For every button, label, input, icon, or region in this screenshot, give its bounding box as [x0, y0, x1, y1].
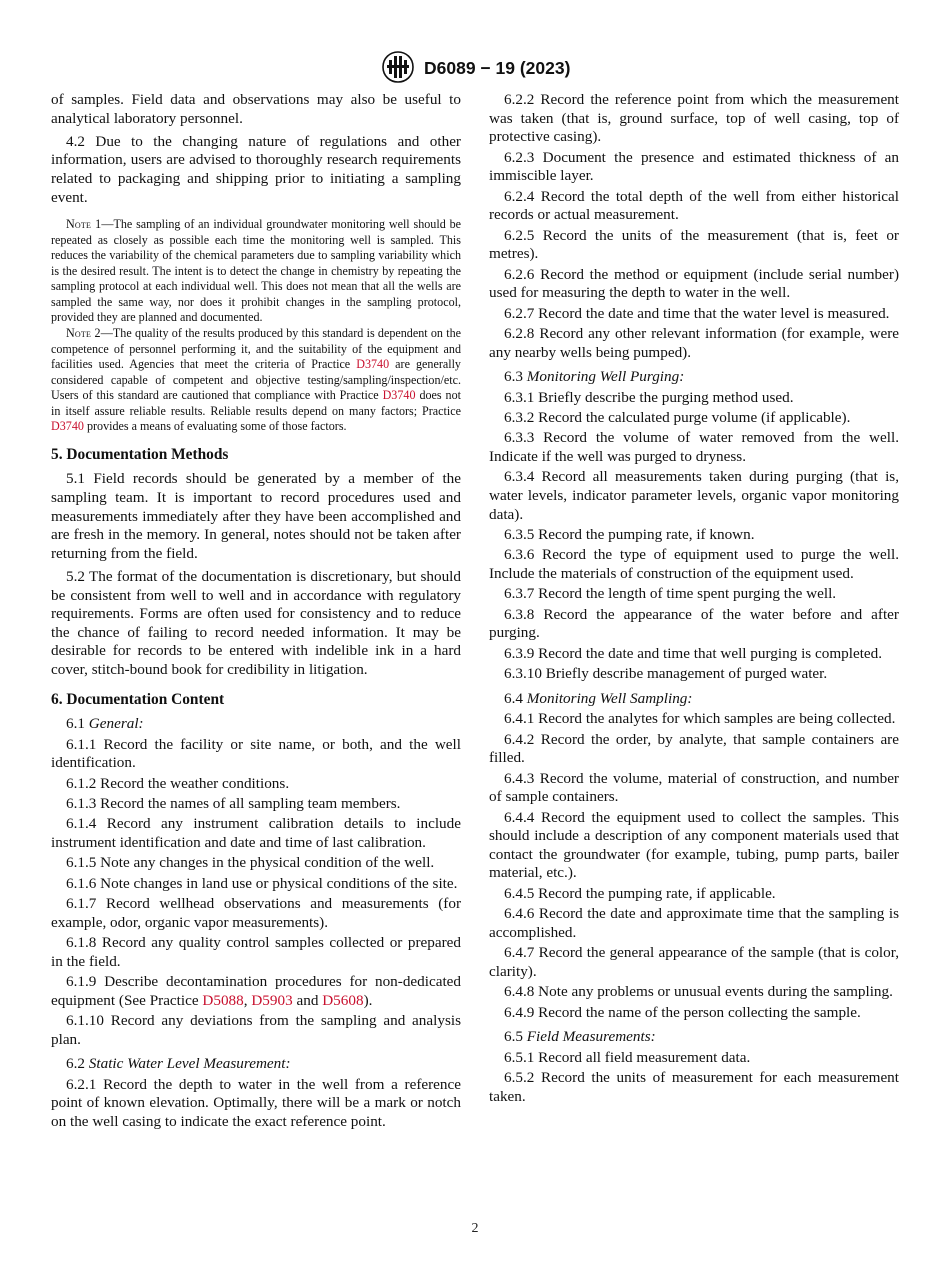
link-d5608[interactable]: D5608 — [322, 991, 364, 1009]
page-header — [0, 50, 950, 84]
paragraph-6-1-4: 6.1.4 Record any instrument calibration details to include instrument identification and date and time of last calibration. — [51, 815, 461, 851]
left-column — [51, 91, 461, 1133]
paragraph-6-1-5: 6.1.5 Note any changes in the physical condition of the well. — [66, 854, 435, 872]
link-d3740[interactable]: D3740 — [51, 419, 84, 434]
paragraph-6-1-10: 6.1.10 Record any deviations from the sampling and analysis plan. — [51, 1012, 461, 1048]
paragraph-6-4: 6.4 Monitoring Well Sampling: — [504, 689, 693, 707]
paragraph-6-3-7: 6.3.7 Record the length of time spent purging the well. — [504, 585, 837, 603]
paragraph-6-5: 6.5 Field Measurements: — [504, 1028, 656, 1046]
paragraph: of samples. Field data and observations may also be useful to analytical laboratory personnel. — [51, 91, 461, 127]
note-label: Note 1 — [66, 217, 102, 232]
page-number: 2 — [471, 1221, 479, 1236]
paragraph-6-3-8: 6.3.8 Record the appearance of the water before and after purging. — [489, 605, 899, 642]
paragraph-6-5-2: 6.5.2 Record the units of measurement for each measurement taken. — [489, 1069, 899, 1105]
paragraph-6-2-3: 6.2.3 Document the presence and estimated thickness of an immiscible layer. — [489, 148, 899, 185]
paragraph-6-2-5: 6.2.5 Record the units of the measurement (that is, feet or metres). — [489, 226, 899, 263]
link-d3740[interactable]: D3740 — [382, 388, 416, 403]
paragraph-6-4-1: 6.4.1 Record the analytes for which samples are being collected. — [504, 710, 896, 728]
note-label: Note 2 — [66, 325, 101, 340]
paragraph-6-5-1: 6.5.1 Record all field measurement data. — [504, 1048, 751, 1066]
astm-logo-icon — [380, 50, 416, 84]
paragraph-6-4-6: 6.4.6 Record the date and approximate time that the sampling is accomplished. — [489, 905, 899, 941]
link-d5088[interactable]: D5088 — [202, 991, 244, 1009]
paragraph-6-1-8: 6.1.8 Record any quality control samples collected or prepared in the field. — [51, 934, 461, 970]
paragraph-6-2: 6.2 Static Water Level Measurement: — [66, 1055, 291, 1073]
paragraph-6-1-1: 6.1.1 Record the facility or site name, or both, and the well identification. — [51, 735, 461, 772]
paragraph-6-4-3: 6.4.3 Record the volume, material of construction, and number of sample containers. — [489, 769, 899, 806]
paragraph-6-2-6: 6.2.6 Record the method or equipment (include serial number) used for measuring the depth to water in the well. — [489, 265, 899, 302]
paragraph-6-3-5: 6.3.5 Record the pumping rate, if known. — [504, 526, 755, 544]
paragraph-6-4-8: 6.4.8 Note any problems or unusual events during the sampling. — [504, 983, 893, 1001]
paragraph-5-2: 5.2 The format of the documentation is discretionary, but should be consistent from well to well and in accordance with regulatory requirements. Forms are often used for consistency and to reduce the chance of failing to record needed information. It may be desirable for records to be entered with indelible ink in a hard cover, stitch-bound book for credibility in litigation. — [51, 567, 461, 678]
paragraph-4-2: 4.2 Due to the changing nature of regulations and other information, users are advised to thoroughly research requirements related to packaging and shipping prior to initiating a sampling event. — [51, 132, 461, 206]
paragraph-6-3-6: 6.3.6 Record the type of equipment used to purge the well. Include the materials of construction of the equipment used. — [489, 546, 899, 582]
document-id: D6089 − 19 (2023) — [424, 58, 571, 78]
paragraph-6-1-9: 6.1.9 Describe decontamination procedures for non-dedicated equipment (See Practice D5088, D5903 and D5608). — [51, 973, 461, 1009]
paragraph-6-4-9: 6.4.9 Record the name of the person collecting the sample. — [504, 1003, 861, 1021]
paragraph-6-3-3: 6.3.3 Record the volume of water removed from the well. Indicate if the well was purged to dryness. — [489, 429, 899, 466]
link-d5903[interactable]: D5903 — [251, 991, 293, 1009]
paragraph-6-1-2: 6.1.2 Record the weather conditions. — [66, 774, 290, 792]
paragraph-6-3-4: 6.3.4 Record all measurements taken during purging (that is, water levels, indicator parameter levels, organic vapor monitoring data). — [489, 468, 899, 523]
paragraph-6-4-5: 6.4.5 Record the pumping rate, if applicable. — [504, 884, 776, 902]
link-d3740[interactable]: D3740 — [356, 357, 390, 372]
paragraph-6-1-6: 6.1.6 Note changes in land use or physical conditions of the site. — [66, 874, 458, 892]
paragraph-6-1-7: 6.1.7 Record wellhead observations and measurements (for example, odor, organic vapor measurements). — [51, 895, 461, 931]
paragraph-6-2-2: 6.2.2 Record the reference point from which the measurement was taken (that is, ground surface, top of well casing, top of protective casing). — [489, 91, 899, 146]
paragraph-6-4-7: 6.4.7 Record the general appearance of the sample (that is color, clarity). — [489, 944, 899, 980]
paragraph-6-3: 6.3 Monitoring Well Purging: — [504, 368, 685, 386]
paragraph-6-3-2: 6.3.2 Record the calculated purge volume (if applicable). — [504, 409, 851, 427]
note-2: Note 2—The quality of the results produced by this standard is dependent on the competence of personnel performing it, and the suitability of the equipment and facilities used. Agencies that meet the criteria of Practice D3740 are generally considered capable of competent and objective testing/sampling/inspection/etc. Users of this standard are cautioned that compliance with Practice D3740 does not in itself assure reliable results. Reliable results depend on many factors; Practice D3740 provides a means of evaluating some of those factors. — [51, 325, 462, 434]
paragraph-6-1-3: 6.1.3 Record the names of all sampling team members. — [66, 794, 401, 812]
paragraph-6-2-7: 6.2.7 Record the date and time that the water level is measured. — [504, 304, 890, 322]
paragraph-6-3-1: 6.3.1 Briefly describe the purging method used. — [504, 388, 794, 406]
paragraph-6-2-4: 6.2.4 Record the total depth of the well from either historical records or actual measurement. — [489, 187, 899, 224]
paragraph-6-3-10: 6.3.10 Briefly describe management of purged water. — [504, 665, 828, 683]
paragraph-6-3-9: 6.3.9 Record the date and time that well purging is completed. — [504, 644, 883, 662]
paragraph-6-4-4: 6.4.4 Record the equipment used to collect the samples. This should include a description of any component materials used that contact the groundwater (for example, tubing, pump parts, bailer material, etc.). — [489, 808, 899, 882]
paragraph-6-2-1: 6.2.1 Record the depth to water in the well from a reference point of known elevation. Optimally, there will be a mark or notch on the well casing to indicate the exact reference point. — [51, 1075, 461, 1130]
section-heading-5: 5. Documentation Methods — [51, 445, 229, 463]
section-heading-6: 6. Documentation Content — [51, 690, 225, 708]
paragraph-6-4-2: 6.4.2 Record the order, by analyte, that sample containers are filled. — [489, 730, 899, 767]
note-1: Note 1—The sampling of an individual groundwater monitoring well should be repeated as closely as possible each time the monitoring well is sampled. This reduces the variability of the chemical parameters due to sampling variability which is the desired result. The intent is to detect the change in chemistry by repeating the sampling protocol at each individual well. This does not mean that all the wells are sampled the same way, nor does it prohibit changes in the sampling protocol, provided they are planned and documented. — [51, 217, 461, 325]
right-column — [489, 91, 899, 1108]
paragraph-6-2-8: 6.2.8 Record any other relevant information (for example, were any nearby wells being pumped). — [489, 324, 899, 361]
paragraph-6-1: 6.1 General: — [66, 715, 144, 733]
paragraph-5-1: 5.1 Field records should be generated by a member of the sampling team. It is important to record procedures used and measurements immediately after they have been accomplished and are fresh in the memory. In general, notes should not be taken after returning from the field. — [51, 470, 461, 562]
